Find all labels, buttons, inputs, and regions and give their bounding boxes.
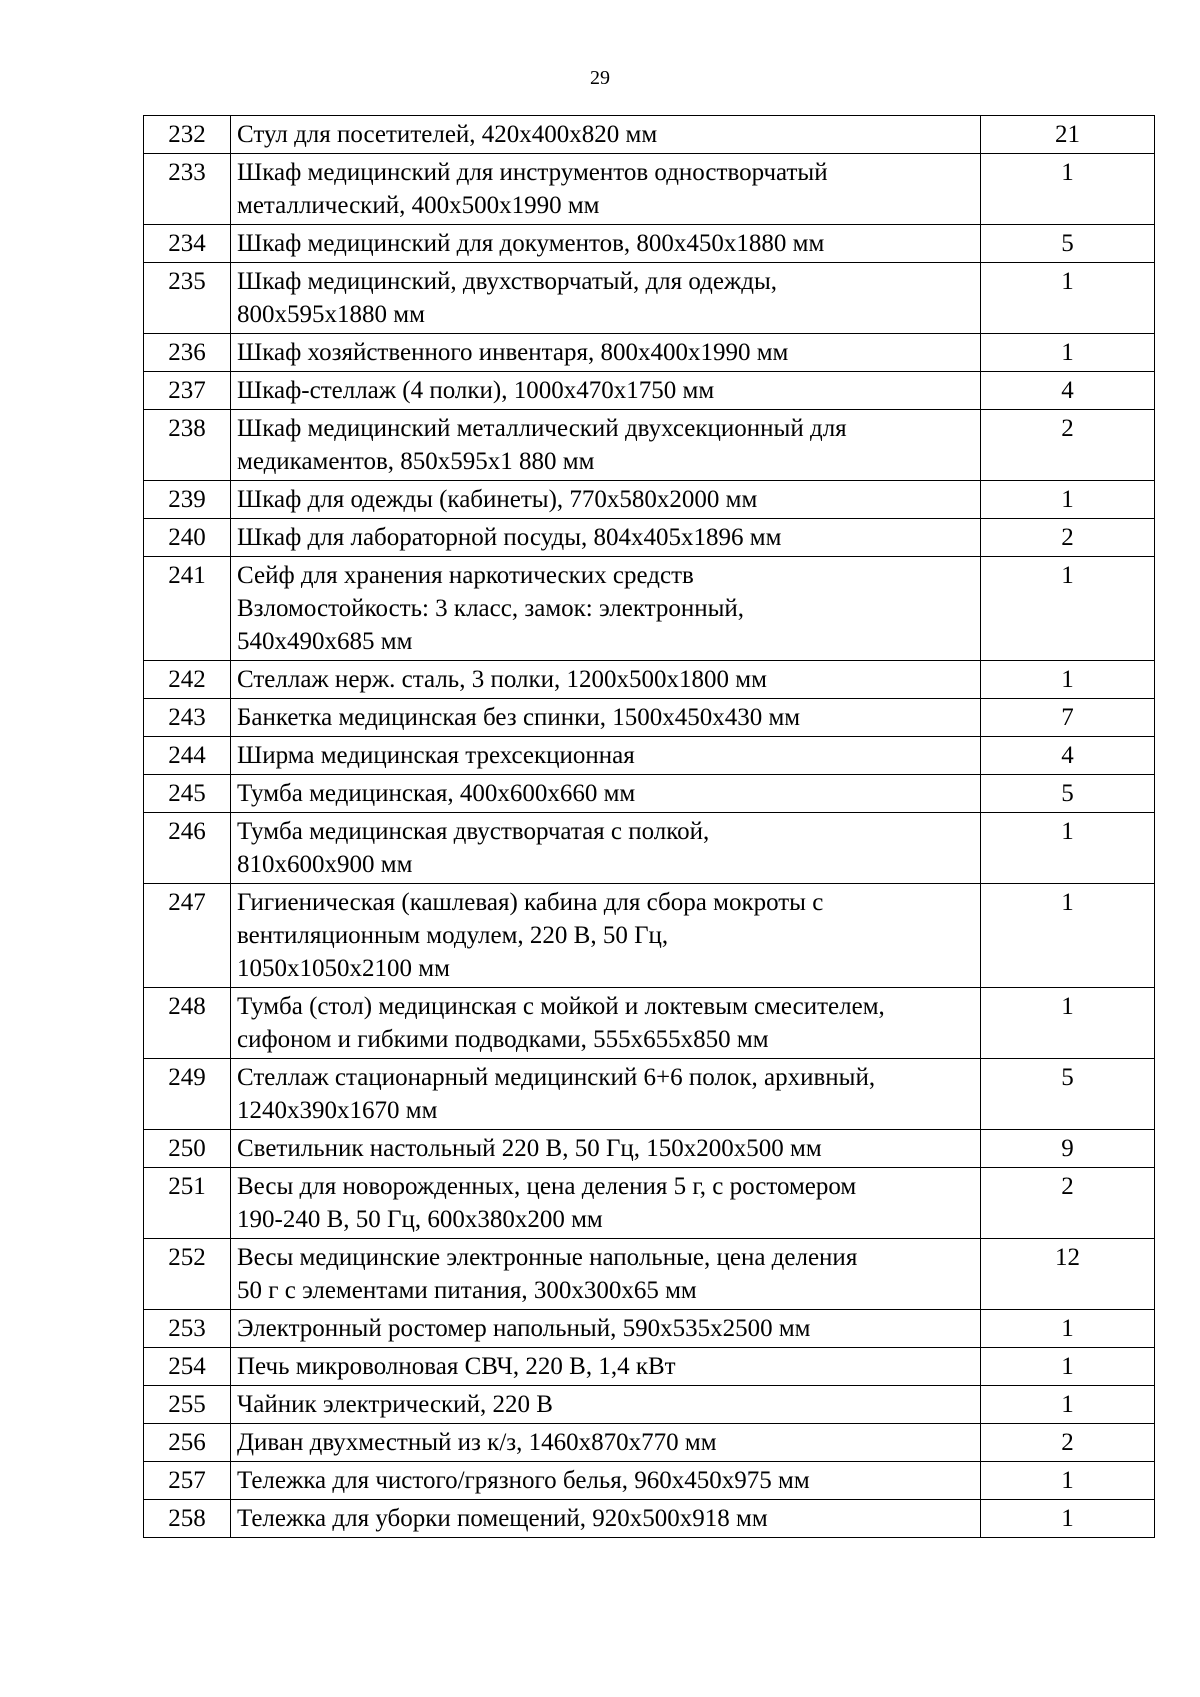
item-name-cell (231, 116, 981, 154)
item-name-cell (231, 1462, 981, 1500)
quantity-cell: 4 (981, 737, 1155, 775)
item-name-cell (231, 1348, 981, 1386)
item-name-cell (231, 410, 981, 481)
quantity-cell: 2 (981, 519, 1155, 557)
item-name-line: Шкаф медицинский, двухстворчатый, для одежды, (237, 268, 778, 295)
quantity-cell: 1 (981, 813, 1155, 884)
item-name-line: Печь микроволновая СВЧ, 220 В, 1,4 кВт (237, 1353, 676, 1380)
quantity-cell: 12 (981, 1239, 1155, 1310)
row-number-cell: 247 (144, 884, 231, 988)
item-name-cell (231, 813, 981, 884)
item-name-cell (231, 263, 981, 334)
table-row (144, 813, 1155, 884)
item-name-line: Шкаф хозяйственного инвентаря, 800х400х1990 мм (237, 339, 789, 366)
item-name-cell (231, 1424, 981, 1462)
item-name-line: 1050х1050х2100 мм (237, 955, 450, 982)
item-name-line: Тумба медицинская, 400х600х660 мм (237, 780, 636, 807)
quantity-cell: 1 (981, 1348, 1155, 1386)
quantity-cell: 5 (981, 775, 1155, 813)
item-name-line: Банкетка медицинская без спинки, 1500х450х430 мм (237, 704, 801, 731)
item-name-cell (231, 775, 981, 813)
item-name-cell (231, 661, 981, 699)
item-name-cell (231, 988, 981, 1059)
item-name-cell (231, 519, 981, 557)
table-row (144, 334, 1155, 372)
quantity-cell: 1 (981, 884, 1155, 988)
item-name-cell (231, 884, 981, 988)
row-number-cell: 241 (144, 557, 231, 661)
row-number-cell: 243 (144, 699, 231, 737)
item-name-cell (231, 1130, 981, 1168)
item-name-line: сифоном и гибкими подводками, 555х655х850 мм (237, 1026, 769, 1053)
quantity-cell: 1 (981, 334, 1155, 372)
item-name-cell (231, 1310, 981, 1348)
row-number-cell: 235 (144, 263, 231, 334)
table-row (144, 661, 1155, 699)
item-name-line: Тумба медицинская двустворчатая с полкой, (237, 818, 710, 845)
table-row (144, 372, 1155, 410)
page-number: 29 (590, 67, 610, 89)
quantity-cell: 1 (981, 1386, 1155, 1424)
item-name-line: Шкаф медицинский металлический двухсекционный для (237, 415, 847, 442)
row-number-cell: 244 (144, 737, 231, 775)
quantity-cell: 7 (981, 699, 1155, 737)
item-name-line: Гигиеническая (кашлевая) кабина для сбора мокроты с (237, 889, 824, 916)
table-row (144, 1386, 1155, 1424)
quantity-cell: 5 (981, 1059, 1155, 1130)
quantity-cell: 4 (981, 372, 1155, 410)
item-name-cell (231, 1500, 981, 1538)
item-name-line: 540х490х685 мм (237, 628, 413, 655)
item-name-line: вентиляционным модулем, 220 В, 50 Гц, (237, 922, 669, 949)
table-row (144, 737, 1155, 775)
table-row (144, 410, 1155, 481)
row-number-cell: 251 (144, 1168, 231, 1239)
row-number-cell: 239 (144, 481, 231, 519)
item-name-line: Шкаф для лабораторной посуды, 804х405х1896 мм (237, 524, 782, 551)
item-name-line: медикаментов, 850х595х1 880 мм (237, 448, 595, 475)
item-name-line: Чайник электрический, 220 В (237, 1391, 553, 1418)
quantity-cell: 1 (981, 1462, 1155, 1500)
item-name-line: Стеллаж нерж. сталь, 3 полки, 1200х500х1800 мм (237, 666, 767, 693)
table-row (144, 1348, 1155, 1386)
row-number-cell: 254 (144, 1348, 231, 1386)
row-number-cell: 258 (144, 1500, 231, 1538)
item-name-cell (231, 1168, 981, 1239)
item-name-line: металлический, 400х500х1990 мм (237, 192, 600, 219)
row-number-cell: 252 (144, 1239, 231, 1310)
row-number-cell: 236 (144, 334, 231, 372)
item-name-line: Светильник настольный 220 В, 50 Гц, 150х200х500 мм (237, 1135, 822, 1162)
item-name-line: Тумба (стол) медицинская с мойкой и локтевым смесителем, (237, 993, 885, 1020)
quantity-cell: 9 (981, 1130, 1155, 1168)
table-row (144, 263, 1155, 334)
quantity-cell: 1 (981, 263, 1155, 334)
row-number-cell: 256 (144, 1424, 231, 1462)
item-name-cell (231, 1386, 981, 1424)
item-name-line: Весы для новорожденных, цена деления 5 г, с ростомером (237, 1173, 857, 1200)
item-name-cell (231, 557, 981, 661)
item-name-line: Сейф для хранения наркотических средств (237, 562, 694, 589)
equipment-table (143, 115, 1155, 1538)
row-number-cell: 238 (144, 410, 231, 481)
quantity-cell: 21 (981, 116, 1155, 154)
quantity-cell: 1 (981, 481, 1155, 519)
quantity-cell: 1 (981, 988, 1155, 1059)
table-row (144, 225, 1155, 263)
table-row (144, 116, 1155, 154)
item-name-line: 190-240 В, 50 Гц, 600х380х200 мм (237, 1206, 603, 1233)
quantity-cell: 1 (981, 557, 1155, 661)
item-name-line: Шкаф медицинский для инструментов одностворчатый (237, 159, 828, 186)
table-body (144, 116, 1155, 1538)
item-name-line: Стеллаж стационарный медицинский 6+6 полок, архивный, (237, 1064, 876, 1091)
item-name-cell (231, 1239, 981, 1310)
row-number-cell: 248 (144, 988, 231, 1059)
quantity-cell: 1 (981, 1310, 1155, 1348)
row-number-cell: 245 (144, 775, 231, 813)
item-name-line: Шкаф для одежды (кабинеты), 770х580х2000 мм (237, 486, 758, 513)
item-name-line: 1240х390х1670 мм (237, 1097, 438, 1124)
item-name-cell (231, 737, 981, 775)
row-number-cell: 233 (144, 154, 231, 225)
item-name-cell (231, 699, 981, 737)
item-name-cell (231, 372, 981, 410)
table-row (144, 1500, 1155, 1538)
item-name-cell (231, 225, 981, 263)
item-name-line: 810х600х900 мм (237, 851, 413, 878)
row-number-cell: 232 (144, 116, 231, 154)
row-number-cell: 237 (144, 372, 231, 410)
table-row (144, 1239, 1155, 1310)
item-name-line: Ширма медицинская трехсекционная (237, 742, 635, 769)
table-row (144, 1424, 1155, 1462)
table-row (144, 519, 1155, 557)
table-row (144, 1059, 1155, 1130)
table-row (144, 1168, 1155, 1239)
item-name-line: Шкаф-стеллаж (4 полки), 1000х470х1750 мм (237, 377, 715, 404)
row-number-cell: 257 (144, 1462, 231, 1500)
row-number-cell: 249 (144, 1059, 231, 1130)
item-name-cell (231, 481, 981, 519)
item-name-line: Тележка для чистого/грязного белья, 960х450х975 мм (237, 1467, 810, 1494)
quantity-cell: 2 (981, 1424, 1155, 1462)
quantity-cell: 1 (981, 661, 1155, 699)
item-name-line: Электронный ростомер напольный, 590х535х2500 мм (237, 1315, 811, 1342)
quantity-cell: 2 (981, 410, 1155, 481)
row-number-cell: 255 (144, 1386, 231, 1424)
item-name-line: Весы медицинские электронные напольные, цена деления (237, 1244, 858, 1271)
row-number-cell: 240 (144, 519, 231, 557)
item-name-cell (231, 154, 981, 225)
table-row (144, 1462, 1155, 1500)
row-number-cell: 246 (144, 813, 231, 884)
item-name-line: Стул для посетителей, 420х400х820 мм (237, 121, 658, 148)
table-row (144, 1310, 1155, 1348)
table-row (144, 481, 1155, 519)
item-name-cell (231, 334, 981, 372)
table-row (144, 154, 1155, 225)
row-number-cell: 234 (144, 225, 231, 263)
row-number-cell: 253 (144, 1310, 231, 1348)
item-name-line: Взломостойкость: 3 класс, замок: электронный, (237, 595, 745, 622)
row-number-cell: 242 (144, 661, 231, 699)
quantity-cell: 2 (981, 1168, 1155, 1239)
item-name-line: Шкаф медицинский для документов, 800х450х1880 мм (237, 230, 825, 257)
item-name-line: 800х595х1880 мм (237, 301, 425, 328)
quantity-cell: 5 (981, 225, 1155, 263)
table-row (144, 699, 1155, 737)
row-number-cell: 250 (144, 1130, 231, 1168)
item-name-cell (231, 1059, 981, 1130)
table-row (144, 1130, 1155, 1168)
table-row (144, 988, 1155, 1059)
item-name-line: Диван двухместный из к/з, 1460х870х770 мм (237, 1429, 717, 1456)
quantity-cell: 1 (981, 1500, 1155, 1538)
item-name-line: Тележка для уборки помещений, 920х500х918 мм (237, 1505, 768, 1532)
quantity-cell: 1 (981, 154, 1155, 225)
table-row (144, 557, 1155, 661)
table-row (144, 884, 1155, 988)
item-name-line: 50 г с элементами питания, 300х300х65 мм (237, 1277, 697, 1304)
table-row (144, 775, 1155, 813)
